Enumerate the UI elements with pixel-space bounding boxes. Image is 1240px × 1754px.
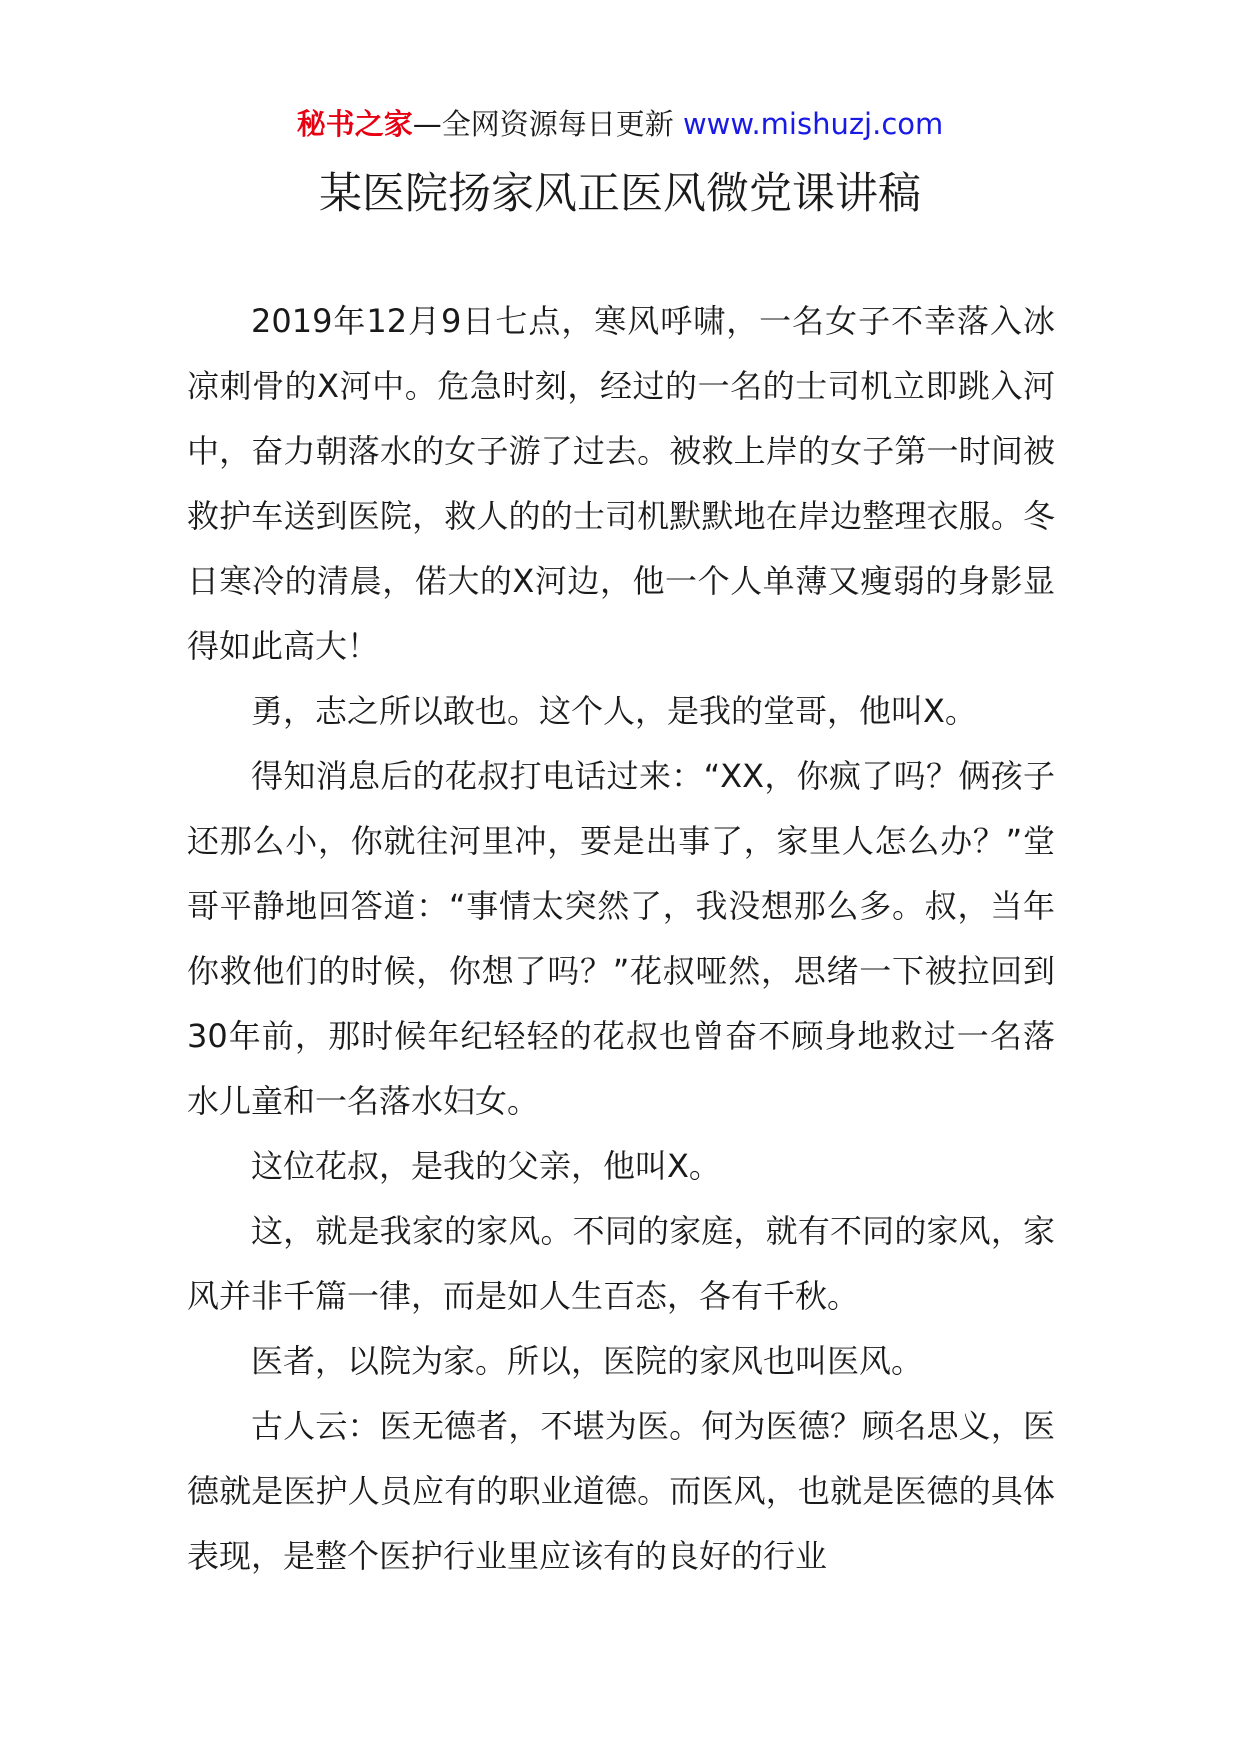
header-slogan: —全网资源每日更新	[412, 107, 683, 141]
site-header	[0, 100, 1240, 148]
paragraph: 这，就是我家的家风。不同的家庭，就有不同的家风，家风并非千篇一律，而是如人生百态，各有千秋。	[187, 1212, 1055, 1315]
document-title: 某医院扬家风正医风微党课讲稿	[319, 169, 921, 219]
document-body	[187, 289, 1055, 1589]
paragraph: 医者，以院为家。所以，医院的家风也叫医风。	[251, 1342, 924, 1380]
paragraph: 得知消息后的花叔打电话过来：“XX，你疯了吗？俩孩子还那么小，你就往河里冲，要是出事了，家里人怎么办？”堂哥平静地回答道：“事情太突然了，我没想那么多。叔，当年你救他们的时候，你想了吗？”花叔哑然，思绪一下被拉回到30年前，那时候年纪轻轻的花叔也曾奋不顾身地救过一名落水儿童和一名落水妇女。	[187, 757, 1055, 1120]
paragraph: 这位花叔，是我的父亲，他叫X。	[251, 1147, 721, 1185]
paragraph: 勇，志之所以敢也。这个人，是我的堂哥，他叫X。	[251, 692, 977, 730]
brand-name: 秘书之家	[296, 107, 413, 141]
paragraph: 2019年12月9日七点，寒风呼啸，一名女子不幸落入冰凉刺骨的X河中。危急时刻，经过的一名的士司机立即跳入河中，奋力朝落水的女子游了过去。被救上岸的女子第一时间被救护车送到医院，救人的的士司机默默地在岸边整理衣服。冬日寒冷的清晨，偌大的X河边，他一个人单薄又瘦弱的身影显得如此高大！	[187, 302, 1055, 665]
paragraph: 古人云：医无德者，不堪为医。何为医德？顾名思义，医德就是医护人员应有的职业道德。而医风，也就是医德的具体表现，是整个医护行业里应该有的良好的行业	[187, 1407, 1055, 1575]
site-url-link[interactable]: www.mishuzj.com	[682, 107, 944, 141]
